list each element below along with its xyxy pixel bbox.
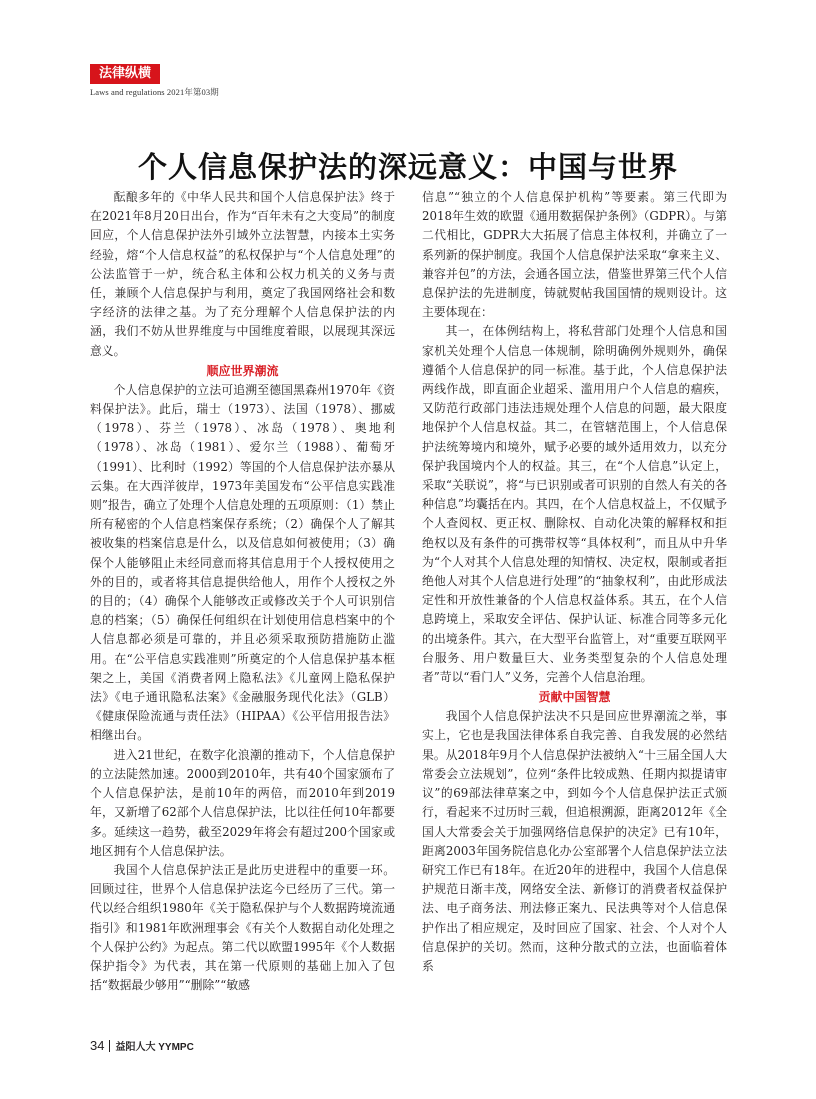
- body-paragraph: 进入21世纪，在数字化浪潮的推动下，个人信息保护的立法陡然加速。2000到2010年，共有40个国家颁布了个人信息保护法，是前10年的两倍，而2010年到2019年，又新增了62部个人信息保护法，比以往任何10年都要多。延续这一趋势，截至2029年将会有超过200个国家或地区拥有个人信息保护法。: [90, 747, 395, 858]
- section-heading-china-wisdom: 贡献中国智慧: [538, 690, 611, 705]
- page-number: 34: [90, 1038, 105, 1053]
- magazine-name: 益阳人大 YYMPC: [115, 1042, 194, 1053]
- page-footer: [90, 1038, 194, 1053]
- body-paragraph: 我国个人信息保护法正是此历史进程中的重要一环。回顾过往，世界个人信息保护法迄今已经历了三代。第一代以经合组织1980年《关于隐私保护与个人数据跨境流通指引》和1981年欧洲理事会《有关个人数据自动化处理之个人保护公约》为起点。第二代以欧盟1995年《个人数据保护指令》为代表，其在第一代原则的基础上加入了包括“数据最少够用”“删除”“敏感: [90, 862, 395, 993]
- continued-paragraph: 信息”“独立的个人信息保护机构”等要素。第三代即为2018年生效的欧盟《通用数据保护条例》（GDPR）。与第二代相比，GDPR大大拓展了信息主体权利，并确立了一系列新的保护制度。我国个人信息保护法采取“拿来主义、兼容并包”的方法，会通各国立法，借鉴世界第三代个人信息保护法的先进制度，铸就熨帖我国国情的规则设计。这主要体现在：: [422, 190, 727, 320]
- body-paragraph: 个人信息保护的立法可追溯至德国黑森州1970年《资料保护法》。此后，瑞士（1973）、法国（1978）、挪威（1978）、芬兰（1978）、冰岛（1978）、奥地利（1978）、冰岛（1981）、爱尔兰（1988）、葡萄牙（1991）、比利时（1992）等国的个人信息保护法亦暴从云集。在大西洋彼岸，1973年美国发布“公平信息实践准则”报告，确立了处理个人信息处理的五项原则：（1）禁止所有秘密的个人信息档案保存系统；（2）确保个人了解其被收集的档案信息是什么，以及信息如何被使用；（3）确保个人能够阻止未经同意而将其信息用于个人授权使用之外的目的，或者将其信息提供给他人，用作个人授权之外的目的；（4）确保个人能够改正或修改关于个人可识别信息的档案；（5）确保任何组织在计划使用信息档案中的个人信息都必须是可靠的，并且必须采取预防措施防止滥用。在“公平信息实践准则”所奠定的个人信息保护基本框架之上，美国《消费者网上隐私法》《儿童网上隐私保护法》《电子通讯隐私法案》《金融服务现代化法》（GLB）《健康保险流通与责任法》（HIPAA）《公平信用报告法》相继出台。: [90, 382, 395, 743]
- footer-divider: [109, 1040, 110, 1052]
- section-heading-world-trend: 顺应世界潮流: [206, 363, 279, 378]
- article-title: 个人信息保护法的深远意义：中国与世界: [137, 150, 678, 185]
- issue-subtag: Laws and regulations 2021年第03期: [90, 87, 219, 97]
- section-tag: 法律纵横: [90, 64, 160, 84]
- body-paragraph: 其一，在体例结构上，将私营部门处理个人信息和国家机关处理个人信息一体规制，除明确例外规则外，确保遵循个人信息保护的同一标准。基于此，个人信息保护法两线作战，即直面企业超采、滥用用户个人信息的痼疾，又防范行政部门违法违规处理个人信息的问题，最大限度地保护个人信息权益。其二，在管辖范围上，个人信息保护法统筹境内和境外，赋予必要的域外适用效力，以充分保护我国境内个人的权益。其三，在“个人信息”认定上，采取“关联说”，将“与已识别或者可识别的自然人有关的各种信息”均囊括在内。其四，在个人信息权益上，不仅赋予个人查阅权、更正权、删除权、自动化决策的解释权和拒绝权以及有条件的可携带权等“具体权利”，而且从中升华为“个人对其个人信息处理的知情权、决定权，限制或者拒绝他人对其个人信息进行处理”的“抽象权利”，由此形成法定性和开放性兼备的个人信息权益体系。其五，在个人信息跨境上，采取安全评估、保护认证、标准合同等多元化的出境条件。其六，在大型平台监管上，对“重要互联网平台服务、用户数量巨大、业务类型复杂的个人信息处理者”苛以“看门人”义务，完善个人信息治理。: [422, 324, 727, 685]
- body-paragraph: 我国个人信息保护法决不只是回应世界潮流之举，事实上，它也是我国法律体系自我完善、自我发展的必然结果。从2018年9月个人信息保护法被纳入“十三届全国人大常委会立法规划”，位列“条件比较成熟、任期内拟提请审议”的69部法律草案之中，到如今个人信息保护法正式颁行，看起来不过历时三载，但追根溯源，距离2012年《全国人大常委会关于加强网络信息保护的决定》已有10年，距离2003年国务院信息化办公室部署个人信息保护法立法研究工作已有18年。在近20年的进程中，我国个人信息保护规范日渐丰茂，网络安全法、新修订的消费者权益保护法、电子商务法、刑法修正案九、民法典等对个人信息保护作出了相应规定，及时回应了国家、社会、个人对个人信息保护的关切。然而，这种分散式的立法，也面临着体系: [422, 709, 727, 973]
- intro-paragraph: 酝酿多年的《中华人民共和国个人信息保护法》终于在2021年8月20日出台，作为“百年未有之大变局”的制度回应，个人信息保护法外引域外立法智慧，内接本土实务经验，熔“个人信息权益”的私权保护与“个人信息处理”的公法监管于一炉，统合私主体和公权力机关的义务与责任，兼顾个人信息保护与利用，奠定了我国网络社会和数字经济的法律之基。为了充分理解个人信息保护法的内涵，我们不妨从世界维度与中国维度着眼，以展现其深远意义。: [90, 190, 395, 358]
- right-column: [422, 188, 727, 976]
- left-column: [90, 188, 395, 995]
